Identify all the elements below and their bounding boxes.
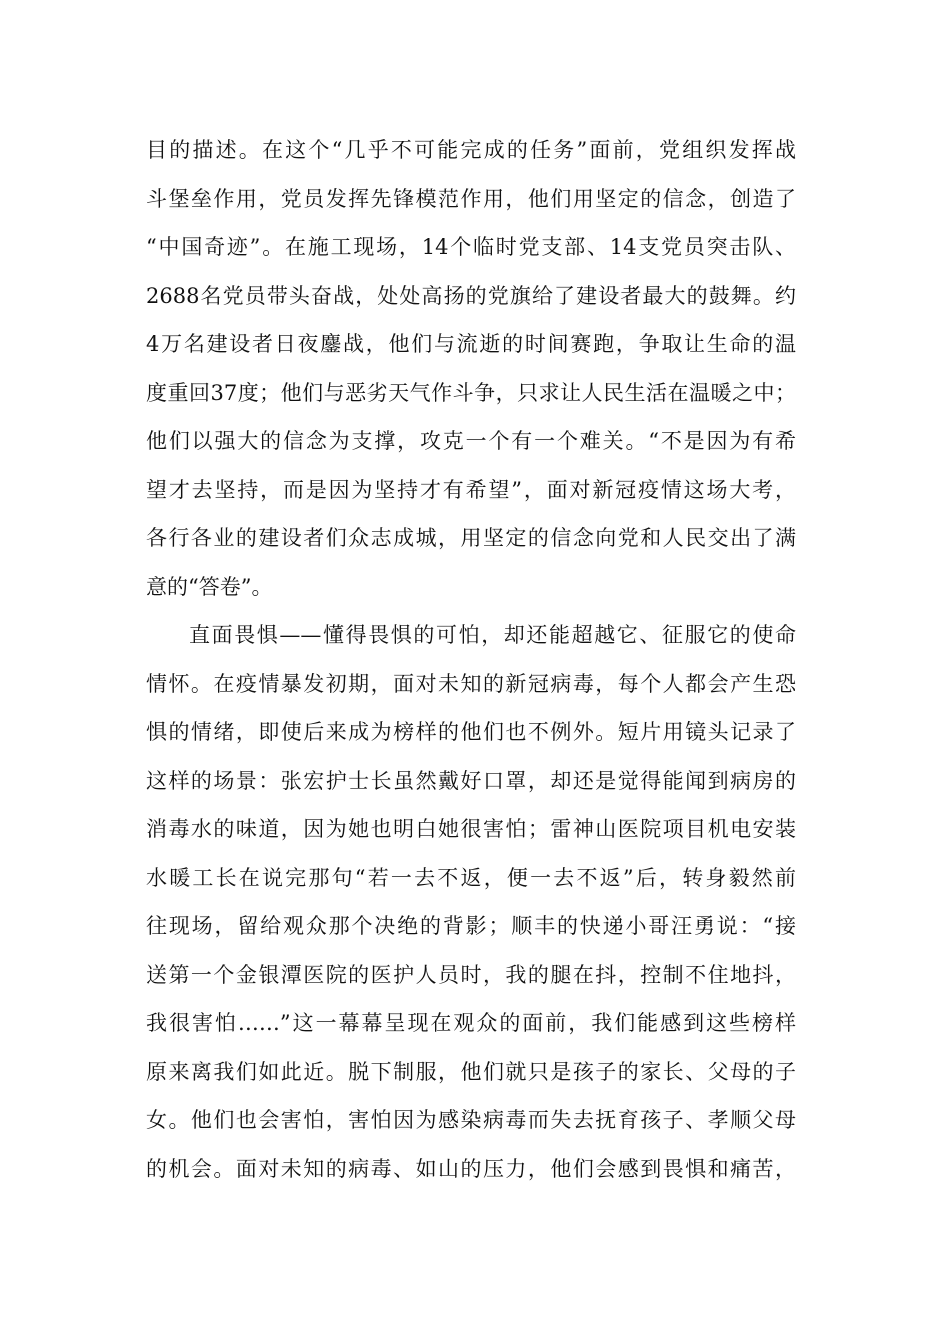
text-line: 4万名建设者日夜鏖战，他们与流逝的时间赛跑，争取让生命的温: [146, 332, 796, 356]
paragraph-2: [146, 611, 796, 1193]
text-line: 水暖工长在说完那句“若一去不返，便一去不返”后，转身毅然前: [146, 865, 796, 890]
text-line: 的机会。面对未知的病毒、如山的压力，他们会感到畏惧和痛苦，: [146, 1156, 796, 1181]
text-line: 直面畏惧——懂得畏惧的可怕，却还能超越它、征服它的使命: [189, 623, 796, 647]
text-line: 度重回37度；他们与恶劣天气作斗争，只求让人民生活在温暖之中；: [146, 380, 796, 405]
text-line: 消毒水的味道，因为她也明白她很害怕；雷神山医院项目机电安装: [146, 817, 796, 841]
text-line: 往现场，留给观众那个决绝的背影；顺丰的快递小哥汪勇说：“接: [146, 914, 796, 938]
text-line: 送第一个金银潭医院的医护人员时，我的腿在抖，控制不住地抖，: [146, 962, 796, 987]
text-line: 原来离我们如此近。脱下制服，他们就只是孩子的家长、父母的子: [146, 1059, 796, 1084]
text-line: 他们以强大的信念为支撑，攻克一个有一个难关。“不是因为有希: [146, 429, 796, 453]
text-line: 女。他们也会害怕，害怕因为感染病毒而失去抚育孩子、孝顺父母: [146, 1108, 796, 1132]
paragraph-1: [146, 126, 796, 611]
text-line: 斗堡垒作用，党员发挥先锋模范作用，他们用坚定的信念，创造了: [146, 186, 796, 211]
text-line: “中国奇迹”。在施工现场，14个临时党支部、14支党员突击队、: [146, 235, 796, 259]
text-line: 2688名党员带头奋战，处处高扬的党旗给了建设者最大的鼓舞。约: [146, 283, 796, 308]
text-line: 我很害怕……”这一幕幕呈现在观众的面前，我们能感到这些榜样: [146, 1011, 796, 1035]
text-line: 惧的情绪，即使后来成为榜样的他们也不例外。短片用镜头记录了: [146, 720, 796, 744]
text-line: 意的“答卷”。: [146, 574, 273, 599]
text-line: 情怀。在疫情暴发初期，面对未知的新冠病毒，每个人都会产生恐: [146, 671, 796, 696]
text-line: 望才去坚持，而是因为坚持才有希望”，面对新冠疫情这场大考，: [146, 477, 796, 502]
body-text: [146, 126, 796, 1193]
text-line: 目的描述。在这个“几乎不可能完成的任务”面前，党组织发挥战: [146, 138, 796, 162]
text-line: 这样的场景：张宏护士长虽然戴好口罩，却还是觉得能闻到病房的: [146, 768, 796, 793]
text-line: 各行各业的建设者们众志成城，用坚定的信念向党和人民交出了满: [146, 526, 796, 550]
